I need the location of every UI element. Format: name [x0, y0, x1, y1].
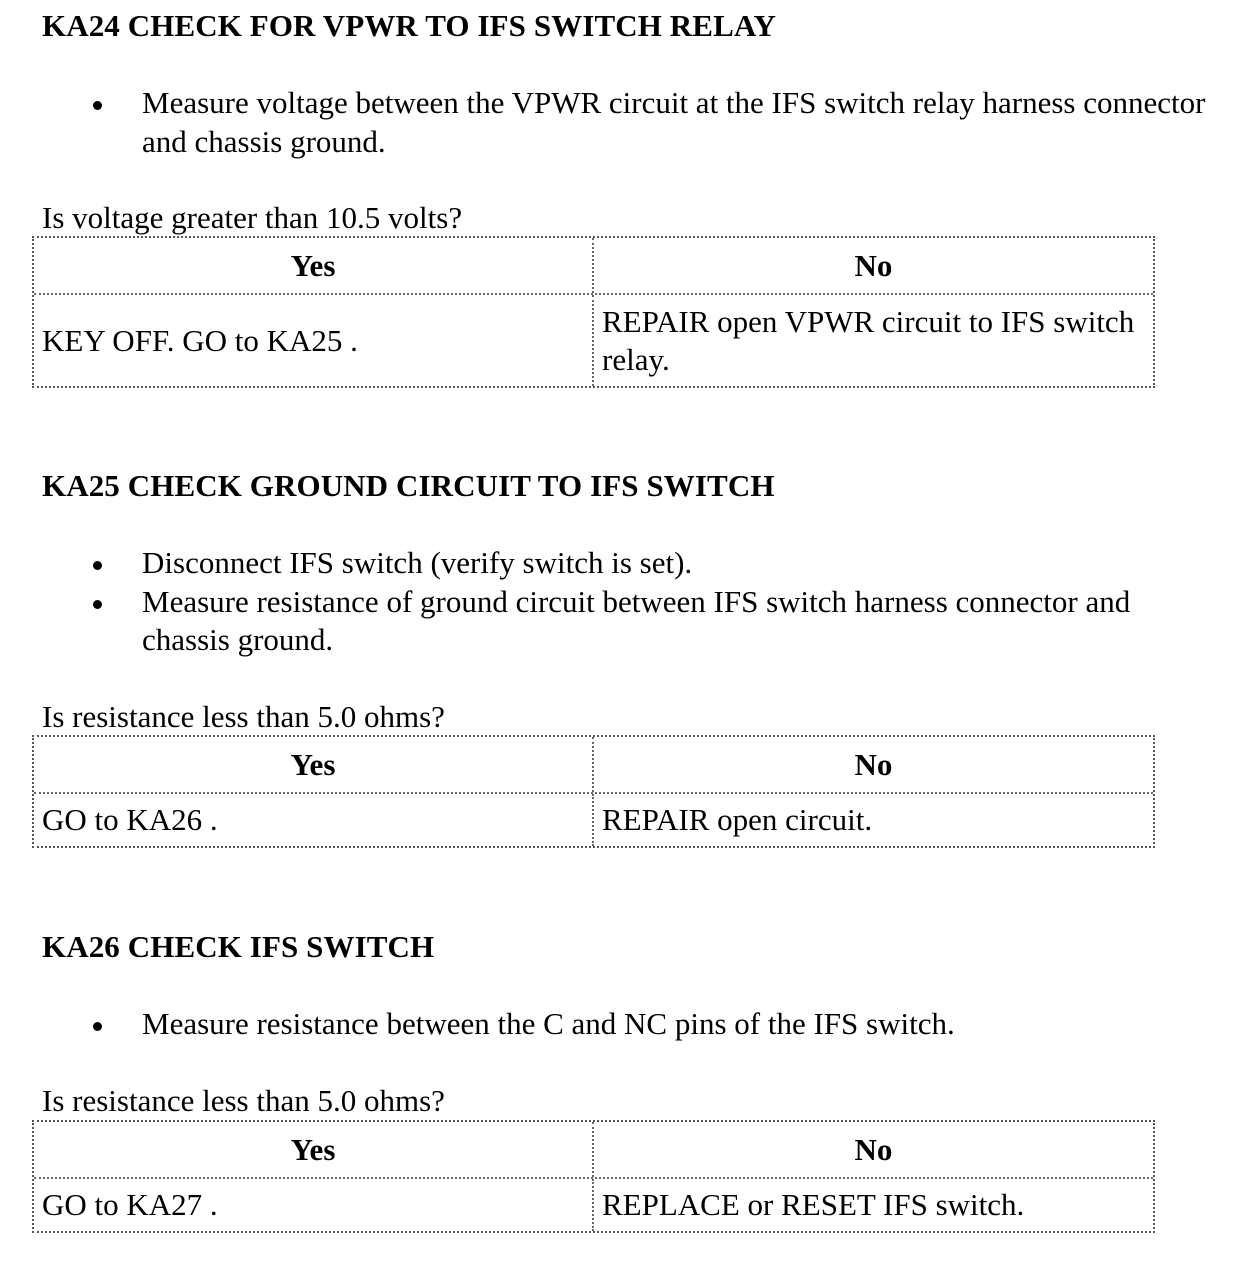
- decision-table: [32, 735, 1155, 848]
- decision-table: [32, 236, 1155, 388]
- list-item: [0, 544, 1222, 583]
- decision-question: Is resistance less than 5.0 ohms?: [42, 1083, 445, 1118]
- table-header-row: [34, 737, 1153, 792]
- decision-table: [32, 1120, 1155, 1233]
- bullet-icon: [93, 101, 102, 110]
- yes-action-cell: KEY OFF. GO to KA25 .: [34, 295, 594, 386]
- section-ka26: [0, 928, 1248, 1238]
- bullet-icon: [93, 600, 102, 609]
- no-action-cell: REPAIR open VPWR circuit to IFS switch relay.: [602, 303, 1135, 377]
- bullet-icon: [93, 1022, 102, 1031]
- no-column-header: No: [854, 746, 893, 782]
- decision-question: Is voltage greater than 10.5 volts?: [42, 200, 463, 235]
- yes-column-header: Yes: [34, 1122, 594, 1177]
- bullet-icon: [93, 561, 102, 570]
- yes-action-cell: GO to KA26 .: [34, 794, 594, 846]
- list-item: [0, 1005, 1222, 1044]
- yes-column-header: Yes: [34, 737, 594, 792]
- section-heading: KA25 CHECK GROUND CIRCUIT TO IFS SWITCH: [42, 468, 775, 503]
- no-action-cell: REPAIR open circuit.: [602, 802, 873, 837]
- list-item: [0, 84, 1222, 161]
- no-action-cell: REPLACE or RESET IFS switch.: [602, 1187, 1025, 1222]
- yes-column-header: Yes: [34, 238, 594, 293]
- no-column-header: No: [854, 247, 893, 283]
- decision-question: Is resistance less than 5.0 ohms?: [42, 699, 445, 734]
- section-heading: KA24 CHECK FOR VPWR TO IFS SWITCH RELAY: [42, 8, 776, 43]
- yes-action-cell: GO to KA27 .: [34, 1179, 594, 1231]
- step-text: Measure resistance of ground circuit between IFS switch harness connector and chassis ground.: [142, 583, 1131, 657]
- table-row: [34, 792, 1153, 846]
- table-row: [34, 1177, 1153, 1231]
- table-header-row: [34, 238, 1153, 293]
- table-row: [34, 293, 1153, 386]
- step-text: Measure resistance between the C and NC pins of the IFS switch.: [142, 1006, 955, 1041]
- table-header-row: [34, 1122, 1153, 1177]
- section-ka25: [0, 467, 1248, 852]
- section-heading: KA26 CHECK IFS SWITCH: [42, 929, 435, 964]
- step-list: [0, 1005, 1222, 1044]
- step-text: Measure voltage between the VPWR circuit at the IFS switch relay harness connector and chassis ground.: [142, 85, 1206, 159]
- list-item: [0, 583, 1222, 660]
- section-ka24: [0, 7, 1248, 392]
- step-list: [0, 84, 1222, 161]
- step-list: [0, 544, 1222, 660]
- step-text: Disconnect IFS switch (verify switch is set).: [142, 545, 693, 580]
- no-column-header: No: [854, 1131, 893, 1167]
